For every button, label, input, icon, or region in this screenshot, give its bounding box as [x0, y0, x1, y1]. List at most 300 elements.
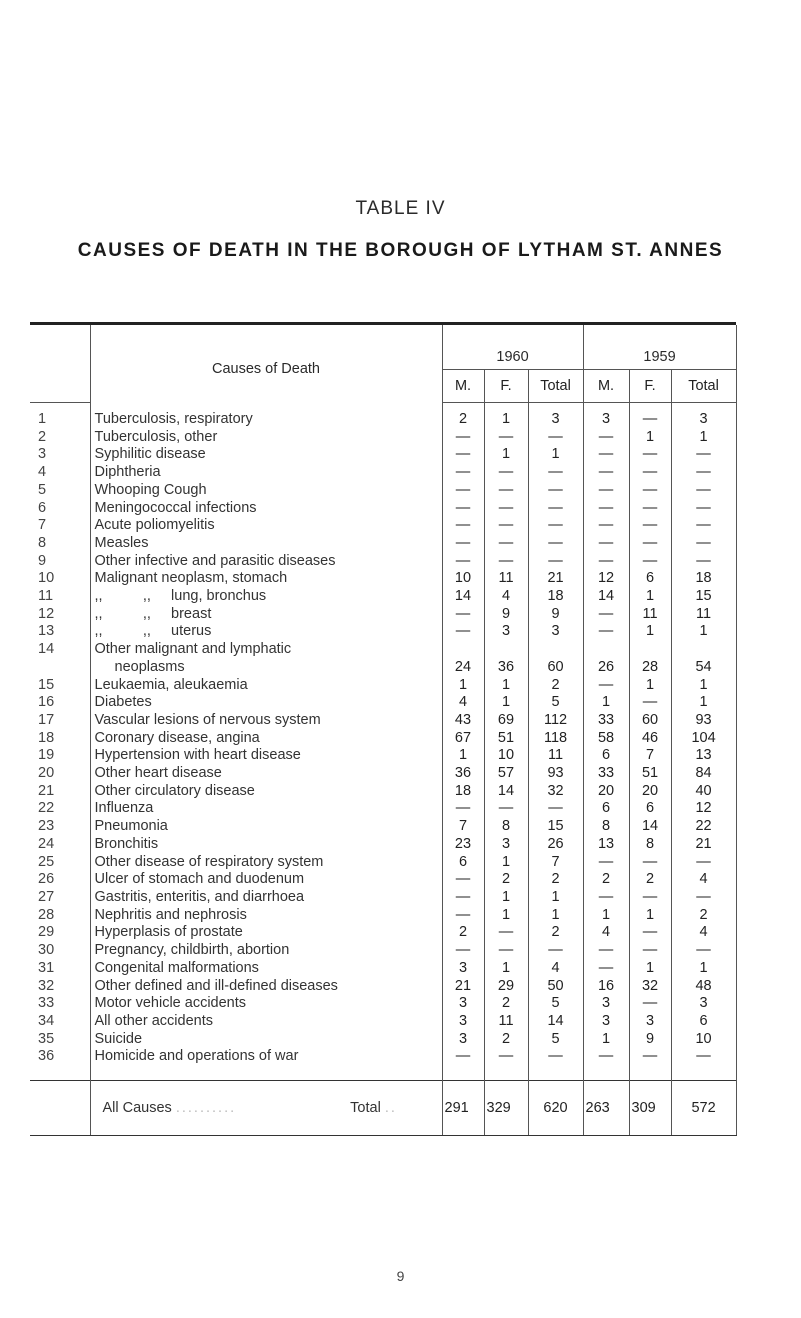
cell-f59: 7: [629, 747, 671, 765]
cell-f60: 1: [484, 907, 528, 925]
row-number: 28: [38, 906, 55, 923]
cause-text: All other accidents: [94, 1012, 213, 1029]
cause-label: [90, 570, 442, 588]
year-1959-header: [583, 325, 736, 370]
causes-header-label: Causes of Death: [211, 360, 320, 377]
cause-text: Influenza: [94, 800, 154, 817]
cell-f60: 3: [484, 836, 528, 854]
cause-label: [90, 854, 442, 872]
cell-m60: —: [442, 907, 484, 925]
cell-m60: 3: [442, 995, 484, 1013]
cell-f59: —: [629, 411, 671, 429]
cause-text: Other heart disease: [94, 765, 222, 782]
cell-t59: 104: [671, 730, 736, 748]
cell-t60: 21: [528, 570, 583, 588]
cell-t60: —: [528, 535, 583, 553]
table-row: [30, 907, 736, 925]
cell-f59: 60: [629, 712, 671, 730]
table-row: [30, 1013, 736, 1031]
row-number: [30, 659, 90, 677]
cell-m60: 6: [442, 854, 484, 872]
cell-m60: 2: [442, 411, 484, 429]
cell-f59: —: [629, 482, 671, 500]
cell-m60: —: [442, 517, 484, 535]
cause-text: Other malignant and lymphatic: [94, 641, 292, 658]
m-1959-header: M.: [583, 370, 629, 403]
cause-text: Suicide: [94, 1030, 143, 1047]
cause-label: [90, 553, 442, 571]
cell-m59: —: [583, 854, 629, 872]
cell-t60: —: [528, 500, 583, 518]
cell-f59: —: [629, 854, 671, 872]
cell-m59: 1: [583, 907, 629, 925]
cell-t60: —: [528, 1048, 583, 1066]
cause-text: Congenital malformations: [94, 959, 259, 976]
cell-t59: 21: [671, 836, 736, 854]
cell-f60: 9: [484, 606, 528, 624]
cell-t59: 3: [671, 411, 736, 429]
cell-f59: 1: [629, 623, 671, 641]
cell-t60: 112: [528, 712, 583, 730]
cause-text: ,, ,, uterus: [94, 623, 212, 640]
cell-m59: 16: [583, 978, 629, 996]
cell-t59: 15: [671, 588, 736, 606]
cell-m59: 1: [583, 694, 629, 712]
cell-f60: 1: [484, 694, 528, 712]
table-row: [30, 464, 736, 482]
cell-f60: [484, 641, 528, 659]
cell-m59: —: [583, 482, 629, 500]
cell-f59: 1: [629, 677, 671, 695]
cell-t59: 12: [671, 800, 736, 818]
header-row-years: [30, 325, 736, 370]
cell-t59: —: [671, 854, 736, 872]
cell-t59: 93: [671, 712, 736, 730]
cause-text: Hyperplasis of prostate: [94, 924, 243, 941]
cell-m59: —: [583, 942, 629, 960]
table-row: [30, 553, 736, 571]
cell-f60: —: [484, 482, 528, 500]
cell-t59: 1: [671, 694, 736, 712]
cause-text: Nephritis and nephrosis: [94, 906, 247, 923]
table-row: [30, 871, 736, 889]
cell-t60: 93: [528, 765, 583, 783]
cell-f60: —: [484, 535, 528, 553]
cell-f59: 20: [629, 783, 671, 801]
table-row: [30, 517, 736, 535]
cell-t60: —: [528, 464, 583, 482]
cause-label: [90, 1031, 442, 1049]
cell-f60: —: [484, 517, 528, 535]
cell-f59: —: [629, 517, 671, 535]
cell-f59: —: [629, 500, 671, 518]
cause-label: [90, 712, 442, 730]
cell-t59: [671, 641, 736, 659]
cell-f60: 29: [484, 978, 528, 996]
cell-t59: 54: [671, 659, 736, 677]
cell-m60: 1: [442, 677, 484, 695]
cause-text: neoplasms: [114, 658, 185, 675]
row-number: 31: [38, 959, 55, 976]
cell-f60: 10: [484, 747, 528, 765]
total-label: Total: [350, 1100, 381, 1117]
table-row: [30, 606, 736, 624]
cell-m60: —: [442, 606, 484, 624]
page-number: 9: [396, 1268, 405, 1284]
table-row: [30, 446, 736, 464]
cell-f60: 1: [484, 446, 528, 464]
cell-t59: —: [671, 500, 736, 518]
cause-text: Leukaemia, aleukaemia: [94, 676, 248, 693]
cause-label: [90, 783, 442, 801]
row-number: 15: [38, 676, 55, 693]
f-1960-header: F.: [484, 370, 528, 403]
cause-text: Motor vehicle accidents: [94, 995, 247, 1012]
cell-t60: —: [528, 482, 583, 500]
row-number: 7: [38, 517, 47, 534]
cell-f59: 1: [629, 907, 671, 925]
cell-m60: 4: [442, 694, 484, 712]
total-t-1959: 572: [671, 1081, 736, 1136]
cell-f60: 8: [484, 818, 528, 836]
row-number: 36: [38, 1048, 55, 1065]
cell-m60: 1: [442, 747, 484, 765]
cell-t59: 48: [671, 978, 736, 996]
cell-t60: —: [528, 553, 583, 571]
table-row: [30, 942, 736, 960]
cell-f60: 69: [484, 712, 528, 730]
total-m-1960: 291: [442, 1081, 484, 1136]
cell-m60: —: [442, 464, 484, 482]
cause-label: [90, 659, 442, 677]
cause-label: [90, 730, 442, 748]
cell-f59: 1: [629, 588, 671, 606]
cell-t59: —: [671, 942, 736, 960]
cell-f60: 11: [484, 570, 528, 588]
table-row: [30, 924, 736, 942]
cause-text: Measles: [94, 534, 149, 551]
cell-f60: 1: [484, 677, 528, 695]
cell-m59: 33: [583, 712, 629, 730]
row-number: 2: [38, 428, 47, 445]
cell-m60: —: [442, 623, 484, 641]
cause-text: Pneumonia: [94, 818, 168, 835]
cell-m59: 2: [583, 871, 629, 889]
cause-label: [90, 482, 442, 500]
year-1960-label: 1960: [496, 349, 529, 365]
cell-f59: [629, 641, 671, 659]
cause-label: [90, 889, 442, 907]
cell-f60: 51: [484, 730, 528, 748]
table-title: TABLE IV: [355, 198, 446, 219]
cell-m60: 7: [442, 818, 484, 836]
table-row: [30, 641, 736, 659]
cause-text: Bronchitis: [94, 835, 159, 852]
cell-m60: 10: [442, 570, 484, 588]
cell-f59: 11: [629, 606, 671, 624]
cell-m60: —: [442, 800, 484, 818]
cell-t60: —: [528, 942, 583, 960]
row-number: 30: [38, 942, 55, 959]
cell-t60: 60: [528, 659, 583, 677]
row-number: 3: [38, 446, 47, 463]
cause-text: Whooping Cough: [94, 481, 207, 498]
table-row: [30, 694, 736, 712]
cell-f59: 8: [629, 836, 671, 854]
total-f-1959: 309: [629, 1081, 671, 1136]
cell-f60: 1: [484, 960, 528, 978]
causes-of-death-table: [30, 325, 737, 1136]
cell-t59: —: [671, 446, 736, 464]
cell-t60: 5: [528, 694, 583, 712]
table-row: [30, 500, 736, 518]
cell-f59: 6: [629, 570, 671, 588]
total-1959-header: Total: [671, 370, 736, 403]
cell-m59: 6: [583, 747, 629, 765]
cell-m59: 14: [583, 588, 629, 606]
cell-m60: —: [442, 553, 484, 571]
cell-t59: —: [671, 517, 736, 535]
cause-label: [90, 871, 442, 889]
cause-label: [90, 500, 442, 518]
cell-m60: —: [442, 429, 484, 447]
cell-m60: 14: [442, 588, 484, 606]
cell-m60: 3: [442, 960, 484, 978]
row-number: 13: [38, 623, 55, 640]
cell-t60: 50: [528, 978, 583, 996]
cell-f60: —: [484, 464, 528, 482]
cell-f59: 2: [629, 871, 671, 889]
cause-text: Syphilitic disease: [94, 446, 206, 463]
cause-label: [90, 446, 442, 464]
cell-t60: 2: [528, 924, 583, 942]
cell-m59: 3: [583, 411, 629, 429]
cell-m59: 6: [583, 800, 629, 818]
table-row: [30, 783, 736, 801]
cell-m59: 3: [583, 1013, 629, 1031]
table-row: [30, 1048, 736, 1066]
cell-m59: —: [583, 464, 629, 482]
table-row: [30, 960, 736, 978]
cell-f60: 57: [484, 765, 528, 783]
cell-f59: —: [629, 942, 671, 960]
cell-t60: 2: [528, 677, 583, 695]
cell-t59: 1: [671, 960, 736, 978]
cell-f59: 14: [629, 818, 671, 836]
cell-f60: —: [484, 1048, 528, 1066]
cause-label: [90, 411, 442, 429]
total-row: [30, 1081, 736, 1136]
cell-m59: 26: [583, 659, 629, 677]
row-number: 27: [38, 888, 55, 905]
cell-t59: 13: [671, 747, 736, 765]
row-number: 16: [38, 694, 55, 711]
cell-m59: —: [583, 606, 629, 624]
row-number: 10: [38, 570, 55, 587]
cause-label: [90, 623, 442, 641]
cell-t60: 26: [528, 836, 583, 854]
cause-label: [90, 606, 442, 624]
cell-f60: 1: [484, 854, 528, 872]
row-number: 20: [38, 765, 55, 782]
cell-t60: [528, 641, 583, 659]
cause-label: [90, 960, 442, 978]
m-1960-header: M.: [442, 370, 484, 403]
cell-f59: 51: [629, 765, 671, 783]
cause-text: Diphtheria: [94, 464, 161, 481]
causes-header: [90, 325, 442, 403]
row-number: 17: [38, 711, 55, 728]
cause-text: Tuberculosis, respiratory: [94, 411, 253, 427]
table-row: [30, 1031, 736, 1049]
total-m-1959: 263: [583, 1081, 629, 1136]
cell-f60: 1: [484, 889, 528, 907]
cause-label: [90, 517, 442, 535]
cell-f60: 1: [484, 411, 528, 429]
cell-m59: —: [583, 553, 629, 571]
cell-m59: —: [583, 677, 629, 695]
cell-m60: 36: [442, 765, 484, 783]
cell-m59: —: [583, 960, 629, 978]
cause-label: [90, 800, 442, 818]
table-row: [30, 889, 736, 907]
row-number: 19: [38, 747, 55, 764]
table-row: [30, 411, 736, 429]
cell-f59: 32: [629, 978, 671, 996]
table-row: [30, 570, 736, 588]
cell-f59: 3: [629, 1013, 671, 1031]
cause-label: [90, 747, 442, 765]
cell-f60: 36: [484, 659, 528, 677]
cause-text: Hypertension with heart disease: [94, 747, 301, 764]
cause-text: Ulcer of stomach and duodenum: [94, 871, 305, 888]
total-1960-header: Total: [528, 370, 583, 403]
cell-t59: 6: [671, 1013, 736, 1031]
cell-m60: 21: [442, 978, 484, 996]
cell-f60: 4: [484, 588, 528, 606]
cause-label: [90, 942, 442, 960]
cell-f60: —: [484, 429, 528, 447]
cell-f60: —: [484, 942, 528, 960]
table-row: [30, 800, 736, 818]
cell-m60: [442, 641, 484, 659]
cell-t60: 118: [528, 730, 583, 748]
cell-m59: 33: [583, 765, 629, 783]
cell-t59: —: [671, 482, 736, 500]
cell-f59: —: [629, 535, 671, 553]
cell-m60: —: [442, 482, 484, 500]
table-row: [30, 482, 736, 500]
cell-t60: 32: [528, 783, 583, 801]
cell-m60: 43: [442, 712, 484, 730]
cell-m60: —: [442, 889, 484, 907]
cell-t60: 2: [528, 871, 583, 889]
cell-f59: —: [629, 694, 671, 712]
cell-m59: 4: [583, 924, 629, 942]
cell-m59: 8: [583, 818, 629, 836]
row-number: 25: [38, 853, 55, 870]
row-number: 33: [38, 995, 55, 1012]
cell-t60: —: [528, 517, 583, 535]
cell-f59: —: [629, 1048, 671, 1066]
cell-t59: —: [671, 1048, 736, 1066]
table-row: [30, 978, 736, 996]
row-number: 9: [38, 552, 47, 569]
cause-label: [90, 535, 442, 553]
cause-text: Acute poliomyelitis: [94, 517, 215, 534]
cause-label: [90, 818, 442, 836]
row-number: 29: [38, 924, 55, 941]
cell-t60: 15: [528, 818, 583, 836]
cell-f59: —: [629, 889, 671, 907]
cell-f59: —: [629, 995, 671, 1013]
table-row: [30, 588, 736, 606]
cell-t60: 1: [528, 889, 583, 907]
cause-text: Meningococcal infections: [94, 499, 257, 516]
table-row: [30, 712, 736, 730]
cell-t59: 11: [671, 606, 736, 624]
cell-t59: 4: [671, 871, 736, 889]
cell-m60: 3: [442, 1013, 484, 1031]
row-number: 22: [38, 800, 55, 817]
cause-label: [90, 677, 442, 695]
cell-f59: 1: [629, 960, 671, 978]
cell-t59: 22: [671, 818, 736, 836]
f-1959-header: F.: [629, 370, 671, 403]
cell-f59: —: [629, 924, 671, 942]
cause-label: [90, 1048, 442, 1066]
cell-m60: —: [442, 1048, 484, 1066]
cause-text: Other disease of respiratory system: [94, 853, 324, 870]
total-t-1960: 620: [528, 1081, 583, 1136]
cell-f60: 2: [484, 1031, 528, 1049]
table-row: [30, 818, 736, 836]
cell-m60: 67: [442, 730, 484, 748]
cell-f60: —: [484, 553, 528, 571]
cause-label: [90, 1013, 442, 1031]
cause-label: [90, 464, 442, 482]
cell-t60: 5: [528, 1031, 583, 1049]
cell-t59: —: [671, 553, 736, 571]
cause-text: Other infective and parasitic diseases: [94, 552, 336, 569]
row-number: 24: [38, 835, 55, 852]
row-number: 26: [38, 871, 55, 888]
cell-f59: 6: [629, 800, 671, 818]
table-body: [30, 403, 736, 1067]
cell-t60: 14: [528, 1013, 583, 1031]
cell-m59: —: [583, 446, 629, 464]
cell-t59: 10: [671, 1031, 736, 1049]
year-1960-header: [442, 325, 583, 370]
cell-t59: 18: [671, 570, 736, 588]
cause-text: Vascular lesions of nervous system: [94, 711, 321, 728]
table-row: [30, 747, 736, 765]
cause-text: Other circulatory disease: [94, 782, 255, 799]
cell-m59: 1: [583, 1031, 629, 1049]
cell-t59: 2: [671, 907, 736, 925]
cell-f60: 2: [484, 871, 528, 889]
cell-t60: 18: [528, 588, 583, 606]
total-row-label: All Causes .......... Total ..: [90, 1081, 442, 1136]
cell-m60: 18: [442, 783, 484, 801]
row-number: 23: [38, 818, 55, 835]
cause-label: [90, 995, 442, 1013]
cause-text: Gastritis, enteritis, and diarrhoea: [94, 888, 305, 905]
cell-m60: —: [442, 871, 484, 889]
cell-t60: 3: [528, 411, 583, 429]
row-number: 1: [38, 411, 47, 427]
cell-t60: —: [528, 800, 583, 818]
